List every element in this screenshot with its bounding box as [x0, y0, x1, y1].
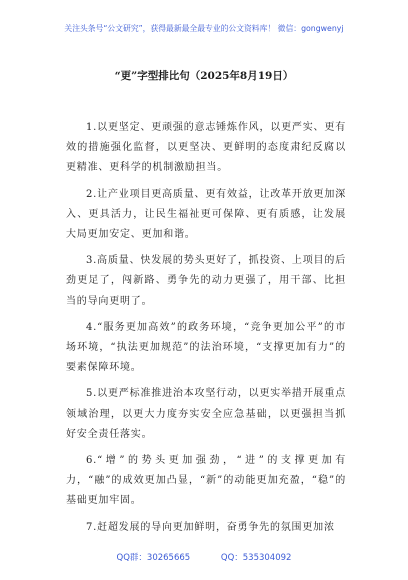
document-title: “更”字型排比句（2025年8月19日） — [114, 70, 294, 82]
paragraph-6: 6.“增”的势头更加强劲，“进”的支撑更加有力，“融”的成效更加凸显，“新”的动能更加充盈，“稳”的基础更加牢固。 — [66, 455, 346, 507]
paragraph-1: 1.以更坚定、更顽强的意志锤炼作风，以更严实、更有效的措施强化监督，以更坚决、更鲜明的态度肃纪反腐以更精准、更科学的机制激励担当。 — [66, 122, 346, 174]
page-footer — [0, 551, 408, 563]
paragraph-4: 4.“服务更加高效”的政务环境，“竞争更加公平”的市场环境，“执法更加规范”的法治环境，“支撑更加有力”的要素保障环境。 — [66, 321, 346, 374]
paragraph-3: 3.高质量、快发展的势头更好了，抓投资、上项目的后劲更足了，闯新路、勇争先的动力更强了，用干部、比担当的导向更明了。 — [66, 255, 346, 307]
paragraph-5: 5.以更严标准推进治本攻坚行动，以更实举措开展重点领域治理，以更大力度夯实安全应急基础，以更强担当抓好安全责任落实。 — [66, 388, 346, 440]
footer-qq-group: QQ群：30265665 — [116, 553, 191, 563]
document-body — [66, 118, 346, 544]
paragraph-7: 7.赶超发展的导向更加鲜明，奋勇争先的氛围更加浓 — [86, 521, 335, 533]
page-header-banner: 关注头条号“公文研究”，获得最新最全最专业的公文资料库！ 微信：gongwenyj — [64, 24, 344, 33]
footer-qq-contact: QQ：535304092 — [220, 553, 292, 563]
paragraph-2: 2.让产业项目更高质量、更有效益，让改革开放更加深入、更具活力，让民生福祉更可保障、更有质感，让发展大局更加安定、更加和谐。 — [66, 188, 346, 241]
